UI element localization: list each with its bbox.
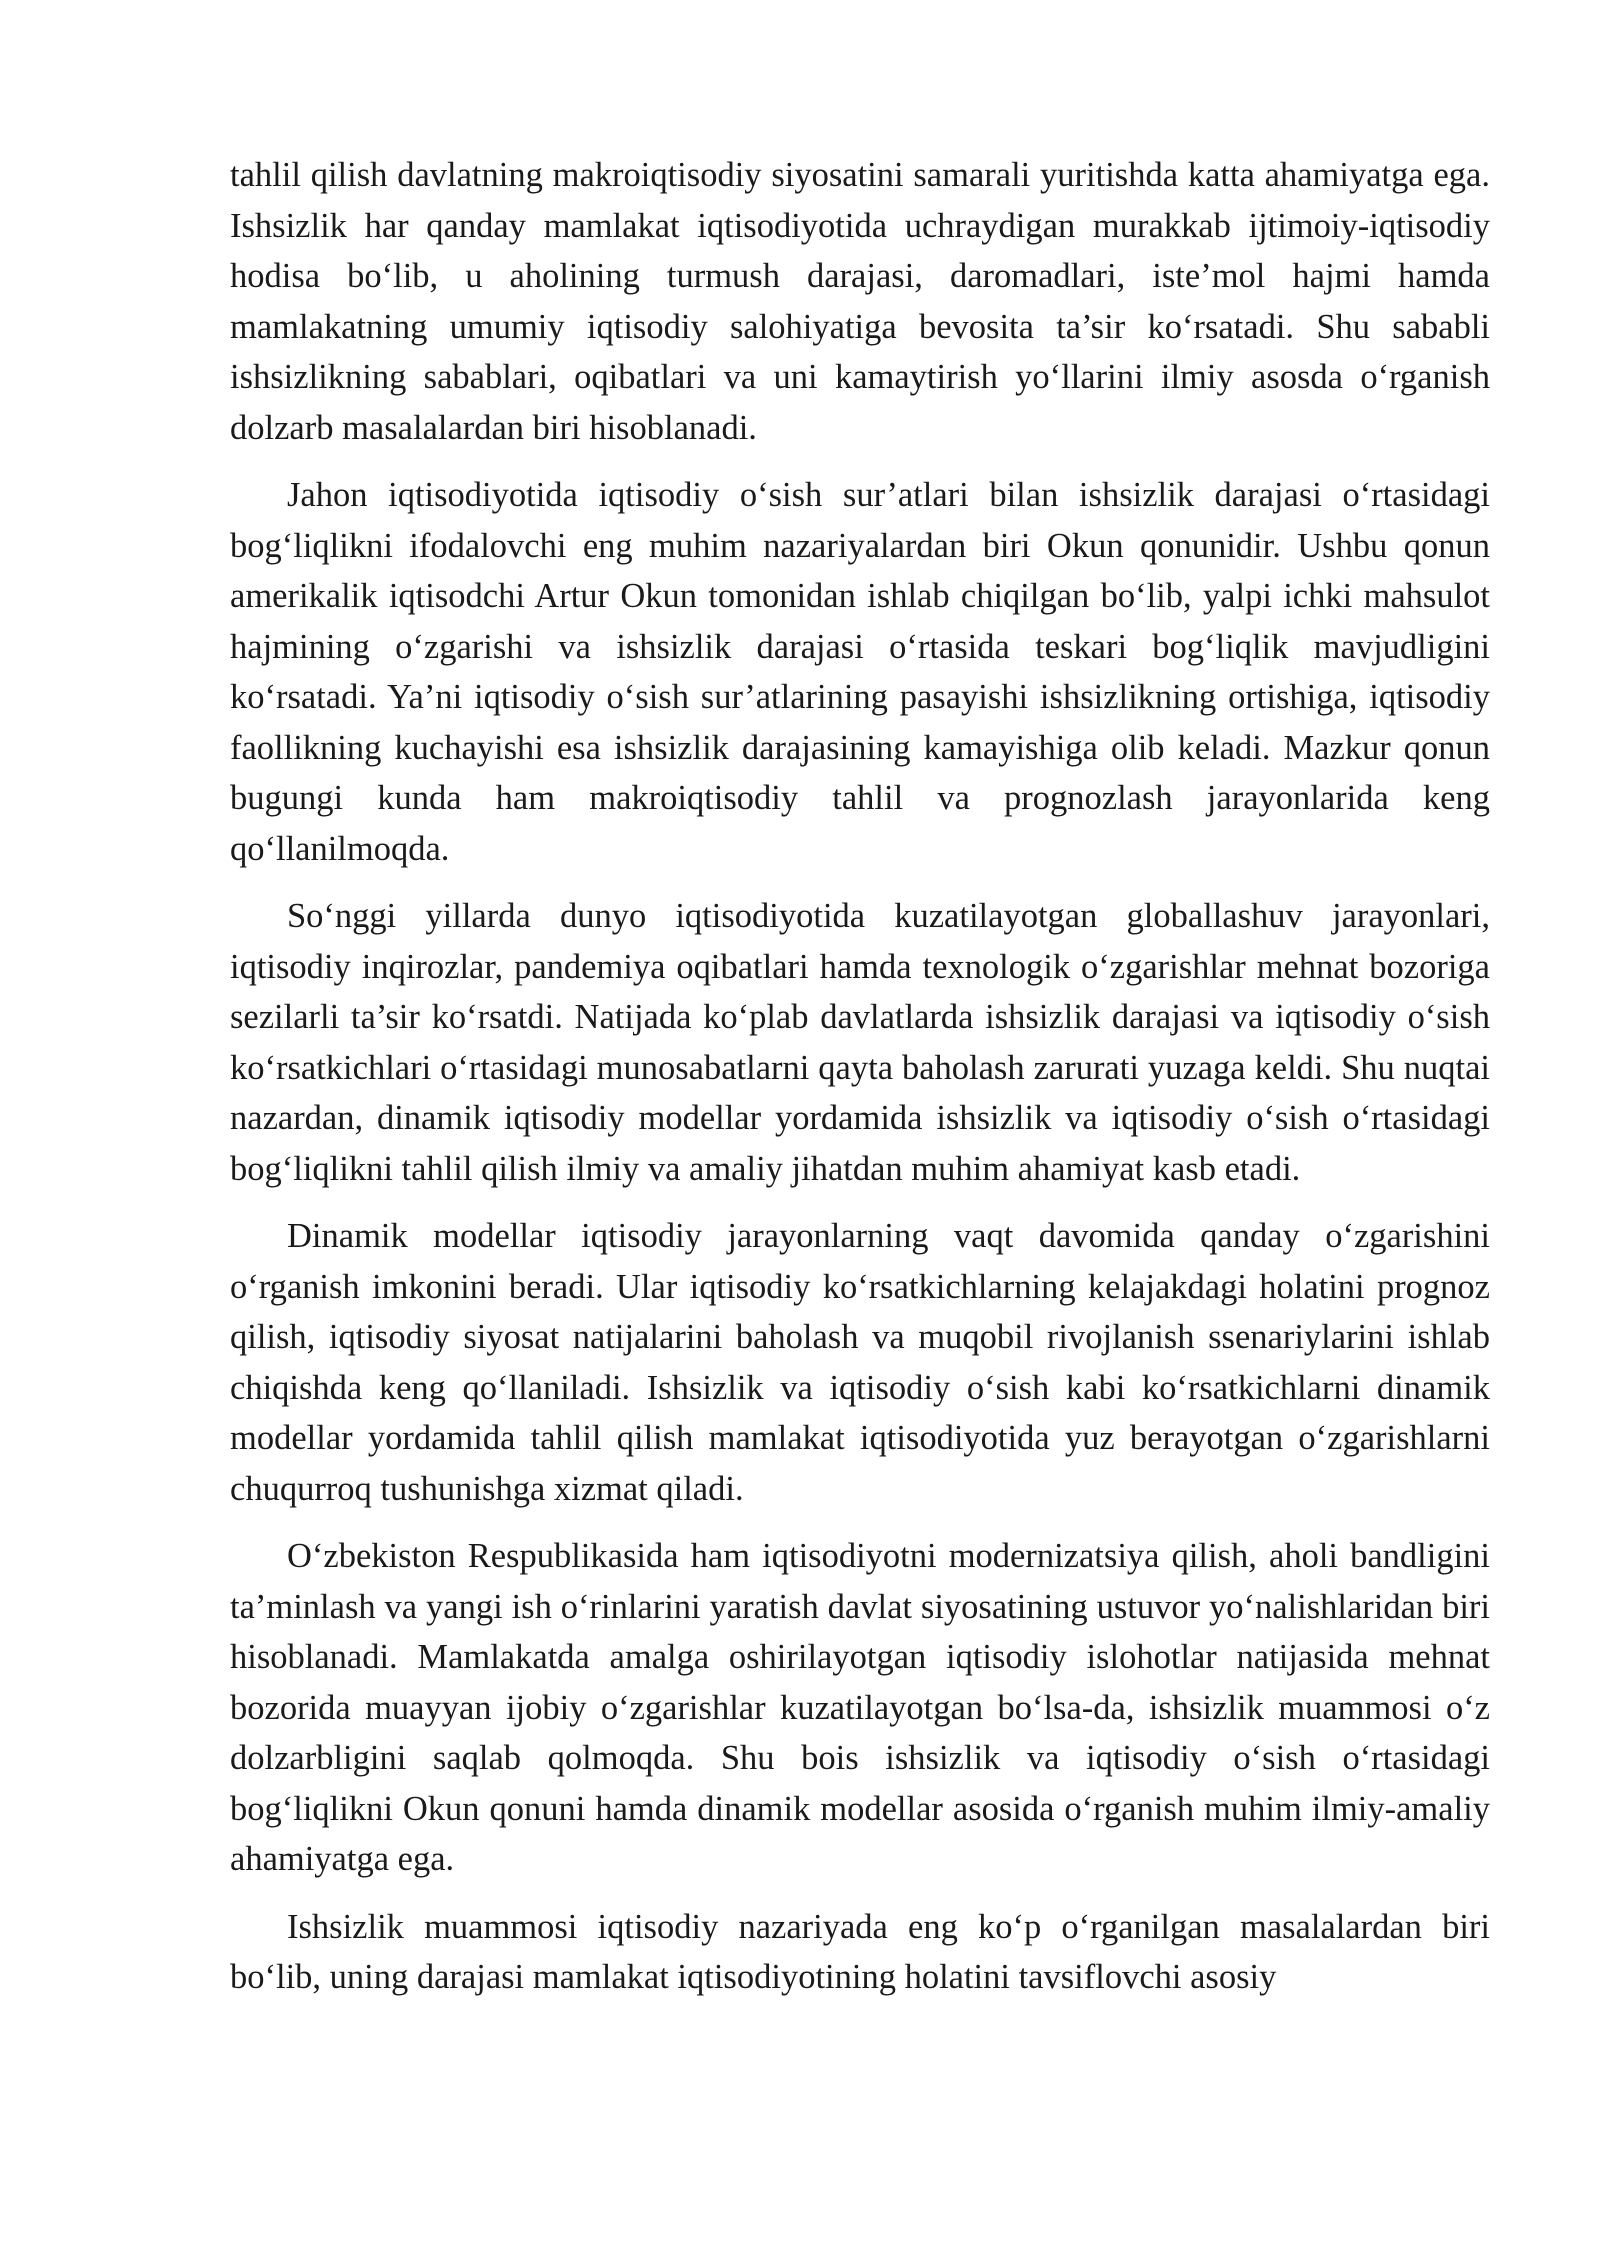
- paragraph-dynamic-models: Dinamik modellar iqtisodiy jarayonlarning vaqt davomida qanday o‘zgarishini o‘rganish imkonini beradi. Ular iqtisodiy ko‘rsatkichlarning kelajakdagi holatini prognoz qilish, iqtisodiy siyosat natijalarini baholash va muqobil rivojlanish ssenariylarini ishlab chiqishda keng qo‘llaniladi. Ishsizlik va iqtisodiy o‘sish kabi ko‘rsatkichlarni dinamik modellar yordamida tahlil qilish mamlakat iqtisodiyotida yuz berayotgan o‘zgarishlarni chuqurroq tushunishga xizmat qiladi.: [230, 1217, 1490, 1508]
- paragraph-unemployment-problem: Ishsizlik muammosi iqtisodiy nazariyada eng ko‘p o‘rganilgan masalalardan biri bo‘lib, uning darajasi mamlakat iqtisodiyotining holatini tavsiflovchi asosiy: [230, 1907, 1490, 1996]
- document-page: [230, 150, 1490, 2020]
- paragraph-okun-law: Jahon iqtisodiyotida iqtisodiy o‘sish sur’atlari bilan ishsizlik darajasi o‘rtasidagi bog‘liqlikni ifodalovchi eng muhim nazariyalardan biri Okun qonunidir. Ushbu qonun amerikalik iqtisodchi Artur Okun tomonidan ishlab chiqilgan bo‘lib, yalpi ichki mahsulot hajmining o‘zgarishi va ishsizlik darajasi o‘rtasida teskari bog‘liqlik mavjudligini ko‘rsatadi. Ya’ni iqtisodiy o‘sish sur’atlarining pasayishi ishsizlikning ortishiga, iqtisodiy faollikning kuchayishi esa ishsizlik darajasining kamayishiga olib keladi. Mazkur qonun bugungi kunda ham makroiqtisodiy tahlil va prognozlash jarayonlarida keng qo‘llanilmoqda.: [230, 476, 1490, 868]
- paragraph-continuation: tahlil qilish davlatning makroiqtisodiy siyosatini samarali yuritishda katta ahamiyatga ega. Ishsizlik har qanday mamlakat iqtisodiyotida uchraydigan murakkab ijtimoiy-iqtisodiy hodisa bo‘lib, u aholining turmush darajasi, daromadlari, iste’mol hajmi hamda mamlakatning umumiy iqtisodiy salohiyatiga bevosita ta’sir ko‘rsatadi. Shu sababli ishsizlikning sabablari, oqibatlari va uni kamaytirish yo‘llarini ilmiy asosda o‘rganish dolzarb masalalardan biri hisoblanadi.: [230, 156, 1490, 447]
- paragraph-uzbekistan: O‘zbekiston Respublikasida ham iqtisodiyotni modernizatsiya qilish, aholi bandligini ta’minlash va yangi ish o‘rinlarini yaratish davlat siyosatining ustuvor yo‘nalishlaridan biri hisoblanadi. Mamlakatda amalga oshirilayotgan iqtisodiy islohotlar natijasida mehnat bozorida muayyan ijobiy o‘zgarishlar kuzatilayotgan bo‘lsa-da, ishsizlik muammosi o‘z dolzarbligini saqlab qolmoqda. Shu bois ishsizlik va iqtisodiy o‘sish o‘rtasidagi bog‘liqlikni Okun qonuni hamda dinamik modellar asosida o‘rganish muhim ilmiy-amaliy ahamiyatga ega.: [230, 1537, 1490, 1878]
- paragraph-global-trends: So‘nggi yillarda dunyo iqtisodiyotida kuzatilayotgan globallashuv jarayonlari, iqtisodiy inqirozlar, pandemiya oqibatlari hamda texnologik o‘zgarishlar mehnat bozoriga sezilarli ta’sir ko‘rsatdi. Natijada ko‘plab davlatlarda ishsizlik darajasi va iqtisodiy o‘sish ko‘rsatkichlari o‘rtasidagi munosabatlarni qayta baholash zarurati yuzaga keldi. Shu nuqtai nazardan, dinamik iqtisodiy modellar yordamida ishsizlik va iqtisodiy o‘sish o‘rtasidagi bog‘liqlikni tahlil qilish ilmiy va amaliy jihatdan muhim ahamiyat kasb etadi.: [230, 897, 1490, 1188]
